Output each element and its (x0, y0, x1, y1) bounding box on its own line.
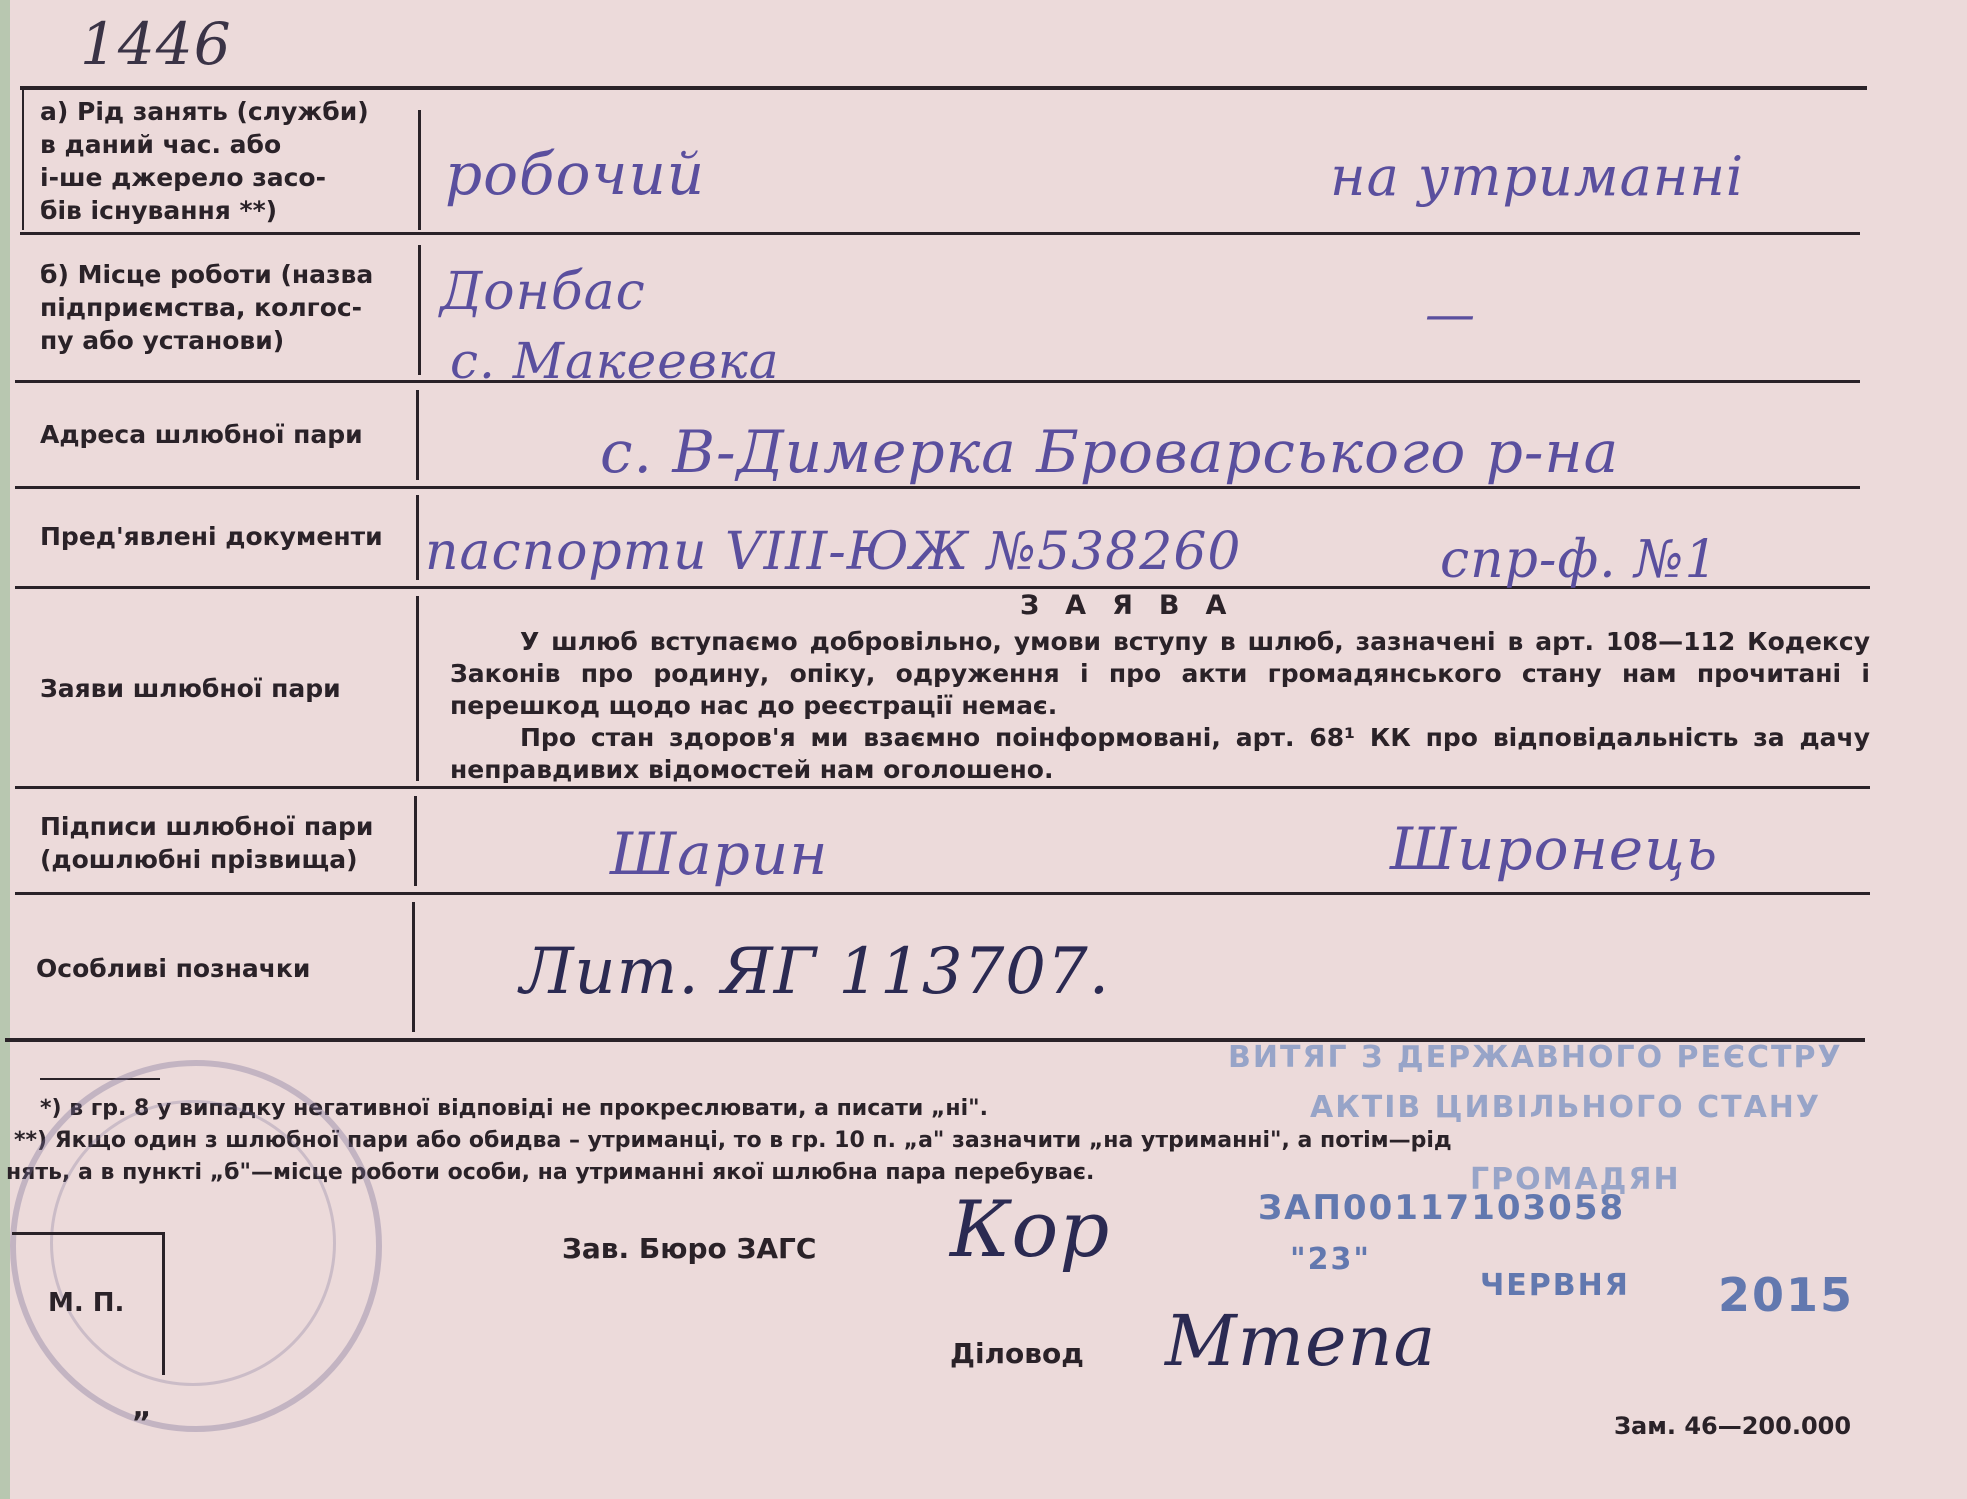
rule-6 (15, 892, 1870, 895)
seal-label: М. П. (48, 1288, 125, 1318)
divider-d (416, 495, 419, 580)
notes-label: Особливі позначки (36, 954, 311, 983)
rule-3 (15, 486, 1860, 489)
clerk-title: Діловод (950, 1337, 1084, 1370)
clerk-signature: Мтепа (1165, 1300, 1437, 1382)
stamp-number: ЗАП00117103058 (1258, 1188, 1626, 1228)
occupation-label: а) Рід занять (служби) в даний час. або і-ше джерело засо- бів існування **) (40, 97, 369, 225)
workplace-dash: — (1425, 285, 1476, 343)
rule-1 (20, 232, 1860, 235)
corner-handwritten-number: 1446 (80, 10, 232, 78)
print-order: Зам. 46—200.000 (1614, 1412, 1852, 1440)
address-label: Адреса шлюбної пари (40, 420, 363, 449)
stamp-year: 2015 (1718, 1268, 1855, 1322)
stamp-line-2: АКТІВ ЦИВІЛЬНОГО СТАНУ (1310, 1090, 1822, 1125)
address-value: с. В-Димерка Броварського р-на (600, 418, 1620, 486)
divider-a (418, 110, 421, 230)
workplace-line1: Донбас (440, 262, 646, 322)
stamp-line-3: ГРОМАДЯН (1470, 1162, 1681, 1197)
stamp-month: ЧЕРВНЯ (1480, 1268, 1630, 1303)
rule-top (20, 86, 1867, 90)
divider-c (416, 390, 419, 480)
divider-e (416, 596, 419, 781)
statement-label: Заяви шлюбної пари (40, 674, 341, 703)
documents-value: паспорти VIII-ЮЖ №538260 (425, 522, 1242, 582)
groom-signature: Шарин (610, 820, 829, 888)
documents-label: Пред'явлені документи (40, 522, 383, 551)
occupation-groom: робочий (445, 140, 706, 208)
stamp-line-1: ВИТЯГ З ДЕРЖАВНОГО РЕЄСТРУ (1228, 1040, 1843, 1075)
rule-2 (15, 380, 1860, 383)
left-border (22, 90, 24, 230)
rule-5 (15, 786, 1870, 789)
signatures-label: Підписи шлюбної пари (дошлюбні прізвища) (40, 812, 374, 874)
head-title: Зав. Бюро ЗАГС (562, 1232, 817, 1265)
workplace-label: б) Місце роботи (назва підприємства, колгос- пу або установи) (40, 260, 374, 355)
stamp-day: "23" (1290, 1242, 1372, 1277)
statement-title: ЗАЯВА (1020, 590, 1253, 621)
footnote-3: нять, а в пункті „б"—місце роботи особи, на утриманні якої шлюбна пара перебуває. (6, 1160, 1095, 1185)
footnote-2: **) Якщо один з шлюбної пари або обидва – утриманці, то в гр. 10 п. „а" зазначити „на утриманні", а потім—рід (14, 1128, 1452, 1153)
statement-paragraph-2: Про стан здоров'я ми взаємно поінформовані, арт. 68¹ КК про відповідальність за дачу неправдивих відомостей нам оголошено. (450, 723, 1870, 784)
workplace-line2: с. Макеевка (450, 332, 780, 390)
occupation-bride: на утриманні (1330, 145, 1745, 208)
divider-b (418, 245, 421, 375)
divider-f (414, 796, 417, 886)
documents-extra: спр-ф. №1 (1440, 530, 1719, 590)
page-edge (0, 0, 10, 1499)
quote-mark: „ (132, 1390, 152, 1425)
divider-g (412, 902, 415, 1032)
head-signature: Кор (950, 1185, 1111, 1275)
special-notes-value: Лит. ЯГ 113707. (520, 935, 1111, 1009)
footnote-1: *) в гр. 8 у випадку негативної відповіді не прокреслювати, а писати „ні". (40, 1096, 988, 1121)
bride-signature: Широнець (1390, 815, 1719, 883)
statement-paragraph-1: У шлюб вступаємо добровільно, умови вступу в шлюб, зазначені в арт. 108—112 Кодексу Законів про родину, опіку, одруження і про акти громадянського стану нам прочитані і перешкод щодо нас до реєстрації немає. (450, 627, 1870, 720)
